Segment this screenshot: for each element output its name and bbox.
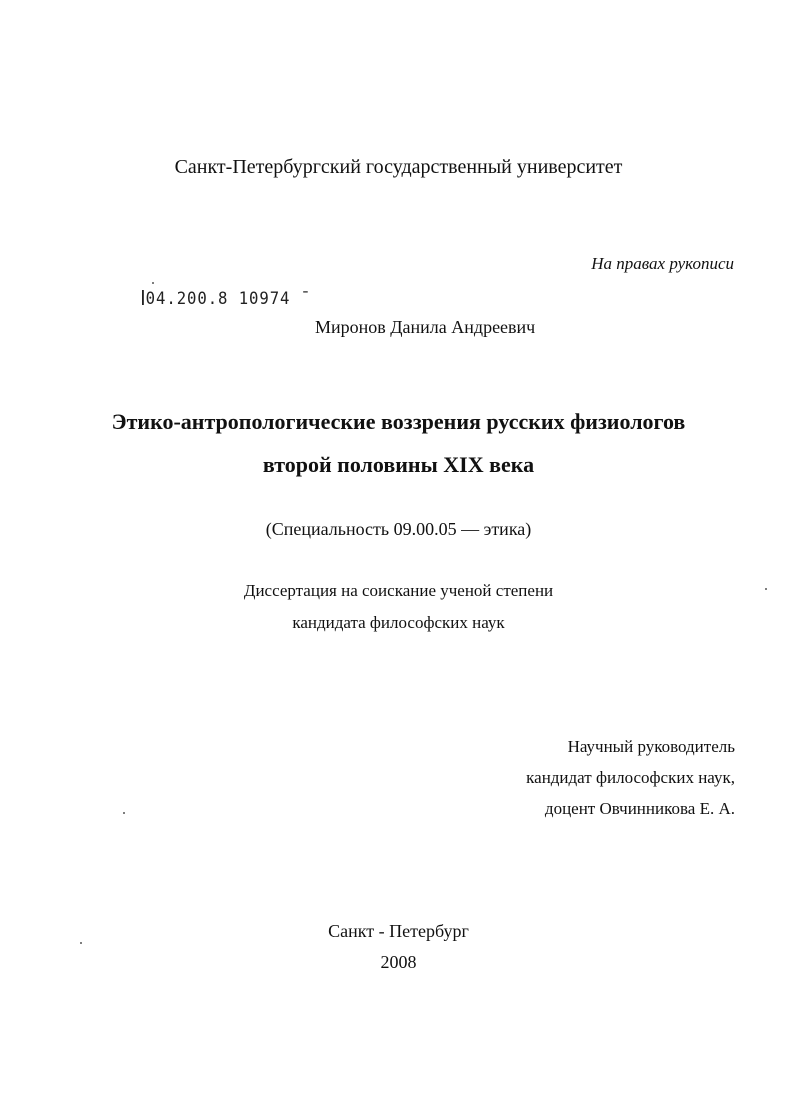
degree-line-1: Диссертация на соискание ученой степени bbox=[243, 581, 554, 600]
scan-speck bbox=[80, 942, 82, 944]
specialty-code: (Специальность 09.00.05 — этика) bbox=[265, 519, 532, 539]
year: 2008 bbox=[380, 952, 417, 972]
dissertation-title-line-2: второй половины XIX века bbox=[262, 452, 535, 477]
supervisor-degree: кандидат философских наук, bbox=[526, 768, 735, 787]
supervisor-role: Научный руководитель bbox=[567, 737, 735, 756]
scan-speck bbox=[123, 812, 125, 814]
author-name: Миронов Данила Андреевич bbox=[315, 317, 536, 337]
dissertation-title-line-1: Этико-антропологические воззрения русских физиологов bbox=[111, 409, 686, 434]
archive-stamp bbox=[142, 290, 311, 308]
manuscript-note: На правах рукописи bbox=[591, 254, 734, 273]
scan-speck bbox=[765, 588, 767, 590]
supervisor-name: доцент Овчинникова Е. А. bbox=[544, 799, 735, 818]
archive-stamp-number: 04.200.8 10974 bbox=[145, 289, 291, 309]
scan-speck bbox=[152, 282, 154, 284]
university-name: Санкт-Петербургский государственный университет bbox=[174, 156, 623, 178]
degree-line-2: кандидата философских наук bbox=[292, 613, 505, 632]
archive-stamp-mark: ˉ bbox=[290, 289, 312, 309]
archive-stamp-bar bbox=[142, 290, 144, 305]
city: Санкт - Петербург bbox=[328, 921, 469, 941]
